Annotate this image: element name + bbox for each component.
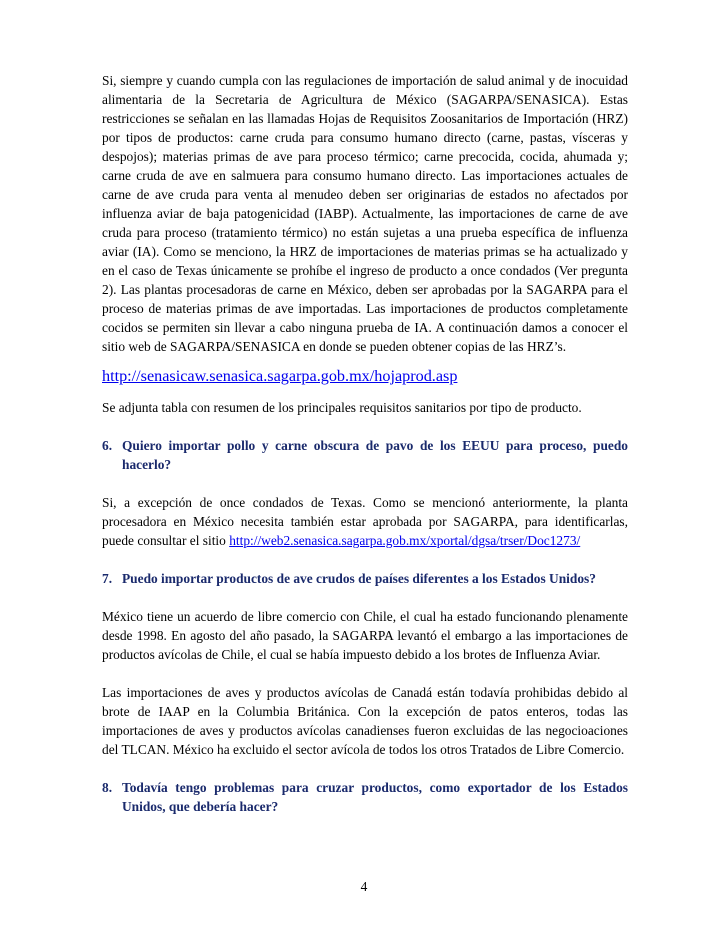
answer-6 [102,493,628,550]
page-number: 4 [360,879,368,894]
paragraph-table-note: Se adjunta tabla con resumen de los principales requisitos sanitarios por tipo de producto. [102,400,582,415]
question-7-number: 7. [102,571,113,586]
question-7-text: Puedo importar productos de ave crudos de países diferentes a los Estados Unidos? [122,571,596,586]
question-6-text: Quiero importar pollo y carne obscura de pavo de los EEUU para proceso, puedo hacerlo? [122,438,628,472]
answer-7-canada: Las importaciones de aves y productos avícolas de Canadá están todavía prohibidas debido al brote de IAAP en la Columbia Británica. Con la excepción de patos enteros, todas las importaciones de aves y productos avícolas canadienses fueron excluidas de las negocioaciones del TLCAN. México ha excluido el sector avícola de todos los otros Tratados de Libre Comercio. [102,685,628,757]
answer-6-text: Si, a excepción de once condados de Texas. Como se mencionó anteriormente, la planta procesadora en México necesita también estar aprobada por SAGARPA, para identificarlas, puede consultar el sitio [102,495,628,548]
answer-6-link[interactable]: http://web2.senasica.sagarpa.gob.mx/xportal/dgsa/trser/Doc1273/ [229,533,581,548]
question-8-number: 8. [102,780,113,795]
document-body [102,71,628,816]
senasica-link[interactable]: http://senasicaw.senasica.sagarpa.gob.mx/hojaprod.asp [102,367,458,385]
question-8-text: Todavía tengo problemas para cruzar productos, como exportador de los Estados Unidos, que debería hacer? [122,780,628,814]
question-8 [102,778,628,816]
question-6-number: 6. [102,438,113,453]
paragraph-hrz-requirements: Si, siempre y cuando cumpla con las regulaciones de importación de salud animal y de inocuidad alimentaria de la Secretaria de Agricultura de México (SAGARPA/SENASICA). Estas restricciones se señalan en las llamadas Hojas de Requisitos Zoosanitarios de Importación (HRZ) por tipos de productos: carne cruda para consumo humano directo (carne, pastas, vísceras y despojos); materias primas de ave para proceso térmico; carne precocida, cocida, ahumada y; carne cruda de ave en salmuera para consumo humano directo. Las importaciones actuales de carne de ave cruda para venta al menudeo deben ser originarias de estados no afectados por influenza aviar de baja patogenicidad (IABP). Actualmente, las importaciones de carne de ave cruda para proceso (tratamiento térmico) no están sujetas a una prueba específica de influenza aviar (IA). Como se menciono, la HRZ de importaciones de materias primas se ha actualizado y en el caso de Texas únicamente se prohíbe el ingreso de producto a once condados (Ver pregunta 2). Las plantas procesadoras de carne en México, deben ser aprobadas por la SAGARPA para el proceso de materias primas de ave importadas. Las importaciones de productos completamente cocidos se permiten sin llevar a cabo ninguna prueba de IA. A continuación damos a conocer el sitio web de SAGARPA/SENASICA en donde se pueden obtener copias de las HRZ’s. [102,73,628,354]
question-6 [102,436,628,474]
question-7 [102,569,628,588]
answer-7-chile: México tiene un acuerdo de libre comercio con Chile, el cual ha estado funcionando plenamente desde 1998. En agosto del año pasado, la SAGARPA levantó el embargo a las importaciones de productos avícolas de Chile, el cual se había impuesto debido a los brotes de Influenza Aviar. [102,609,628,662]
url-block [102,366,628,386]
